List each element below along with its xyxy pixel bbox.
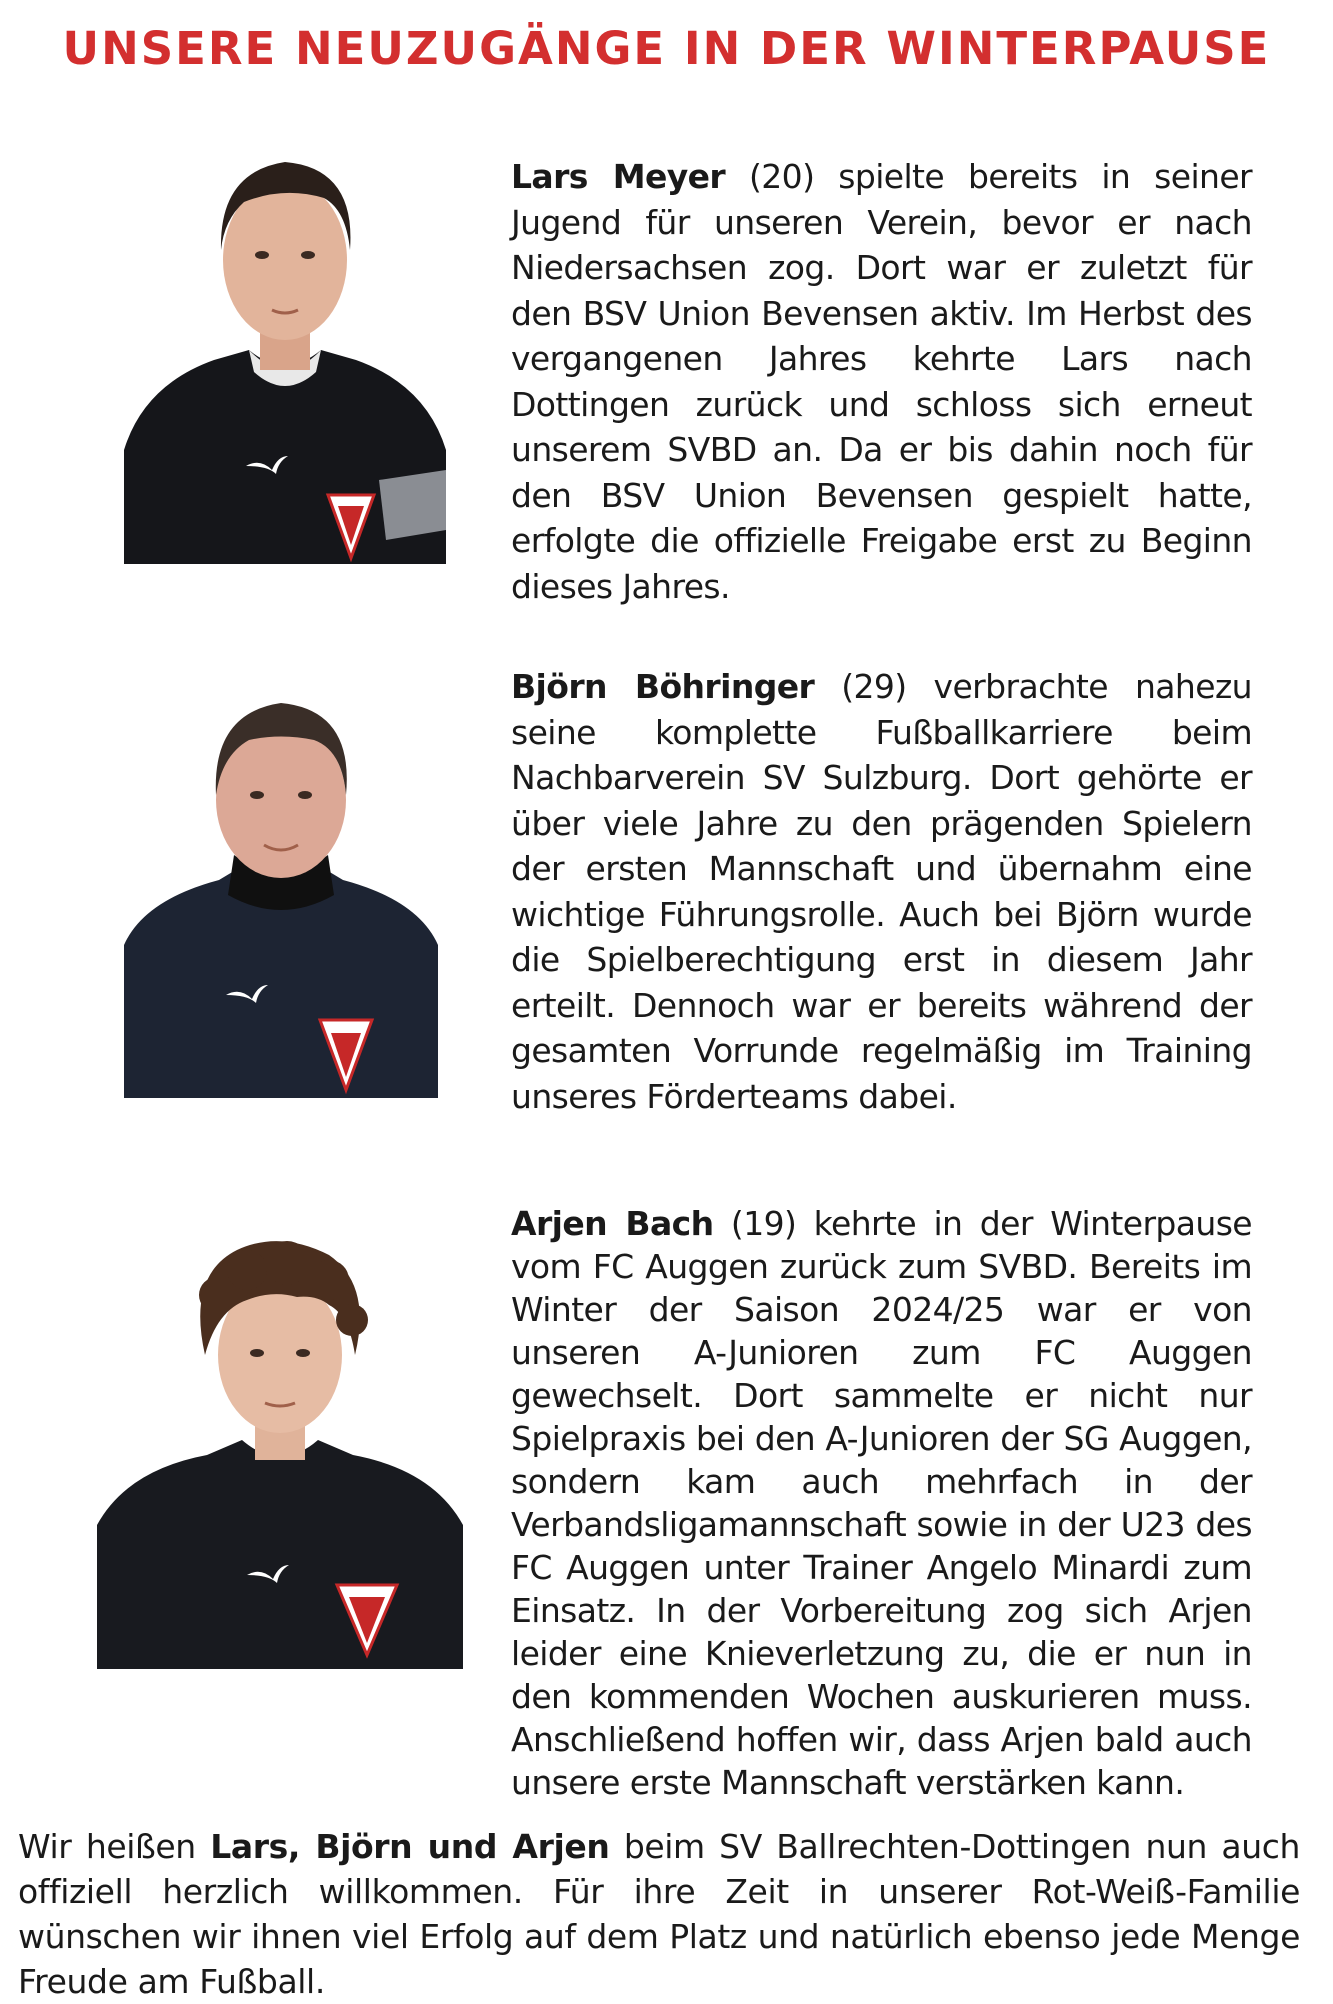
player-bio-bjoern-boehringer <box>511 664 1252 1119</box>
player-name: Björn Böhringer <box>511 667 815 706</box>
portrait-illustration <box>124 695 438 1098</box>
closing-text-end: beim SV Ballrechten-Dottingen nun auch offiziell herzlich willkommen. Für ihre Zeit in unserer Rot-Weiß-Familie wünschen wir ihnen viel Erfolg auf dem Platz und natürlich ebenso jede Menge Freude am Fußball. <box>18 1827 1300 2001</box>
player-photo-lars-meyer <box>124 150 446 564</box>
player-name: Arjen Bach <box>511 1204 714 1243</box>
player-photo-arjen-bach <box>97 1235 463 1669</box>
page-title: UNSERE NEUZUGÄNGE IN DER WINTERPAUSE <box>62 22 1271 75</box>
portrait-illustration <box>124 150 446 564</box>
player-text: (19) kehrte in der Winterpause vom FC Auggen zurück zum SVBD. Bereits im Winter der Saison 2024/25 war er von unseren A-Junioren zum FC Auggen gewechselt. Dort sammelte er nicht nur Spielpraxis bei den A-Junioren der SG Auggen, sondern kam auch mehrfach in der Verbandsligamannschaft sowie in der U23 des FC Auggen unter Trainer Angelo Minardi zum Einsatz. In der Vorbereitung zog sich Arjen leider eine Knieverletzung zu, die er nun in den kommenden Wochen auskurieren muss. Anschließend hoffen wir, dass Arjen bald auch unsere erste Mannschaft verstärken kann. <box>511 1204 1252 1802</box>
closing-names: Lars, Björn und Arjen <box>210 1827 610 1866</box>
player-bio-lars-meyer <box>511 154 1252 609</box>
closing-text-start: Wir heißen <box>18 1827 211 1866</box>
player-text: (29) verbrachte nahezu seine komplette Fußballkarriere beim Nachbarverein SV Sulzburg. Dort gehörte er über viele Jahre zu den prägenden Spielern der ersten Mannschaft und übernahm eine wichtige Führungsrolle. Auch bei Björn wurde die Spielberechtigung erst in diesem Jahr erteilt. Dennoch war er bereits während der gesamten Vorrunde regelmäßig im Training unseres Förderteams dabei. <box>511 667 1252 1116</box>
player-bio-arjen-bach <box>511 1202 1252 1804</box>
closing-paragraph <box>18 1824 1300 2004</box>
player-text: (20) spielte bereits in seiner Jugend für unseren Verein, bevor er nach Niedersachsen zog. Dort war er zuletzt für den BSV Union Bevensen aktiv. Im Herbst des vergangenen Jahres kehrte Lars nach Dottingen zurück und schloss sich erneut unserem SVBD an. Da er bis dahin noch für den BSV Union Bevensen gespielt hatte, erfolgte die offizielle Freigabe erst zu Beginn dieses Jahres. <box>511 157 1253 606</box>
player-name: Lars Meyer <box>511 157 726 196</box>
player-photo-bjoern-boehringer <box>124 695 438 1098</box>
portrait-illustration <box>97 1235 463 1669</box>
